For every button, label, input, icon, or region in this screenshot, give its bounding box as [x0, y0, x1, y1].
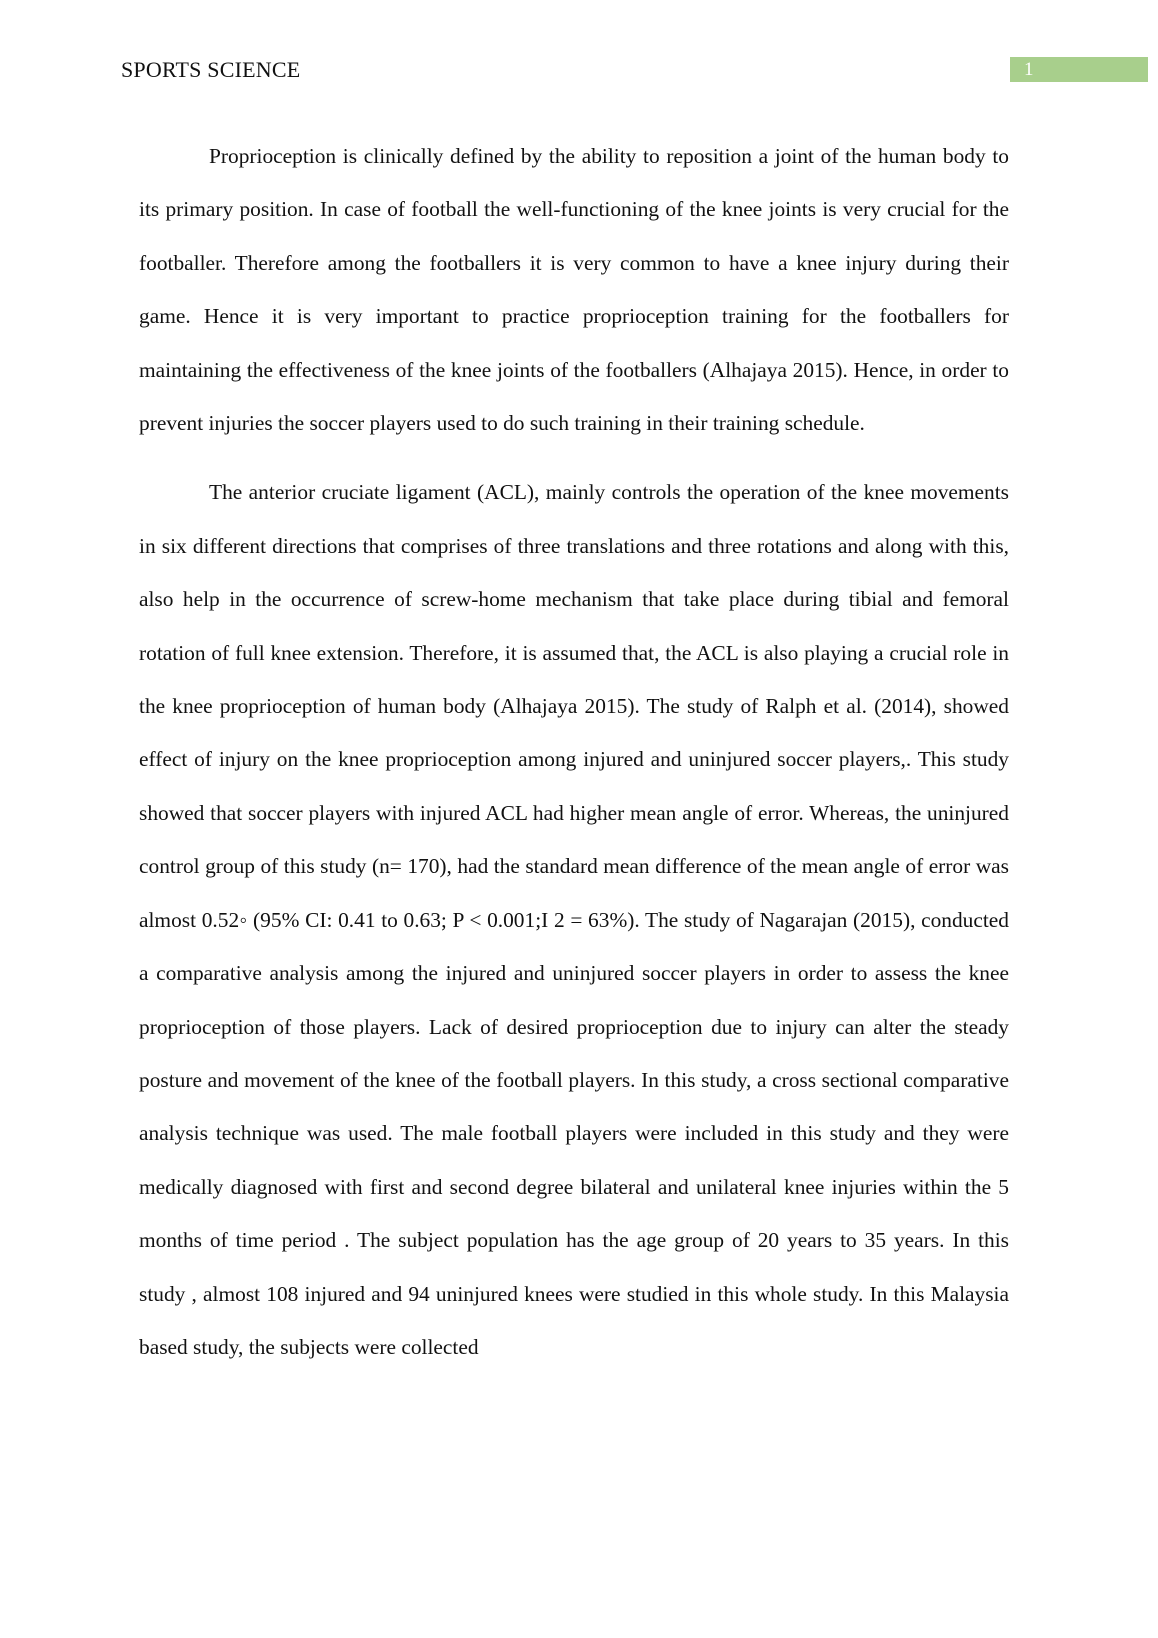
running-header-title: SPORTS SCIENCE [121, 57, 301, 82]
paragraph-proprioception-definition: Proprioception is clinically defined by the ability to reposition a joint of the human body to its primary position. In case of football the well-functioning of the knee joints is very crucial for the footballer. Therefore among the footballers it is very common to have a knee injury during their game. Hence it is very important to practice proprioception training for the footballers for maintaining the effectiveness of the knee joints of the footballers (Alhajaya 2015). Hence, in order to prevent injuries the soccer players used to do such training in their training schedule. [139, 144, 1009, 436]
paragraph-acl-role: The anterior cruciate ligament (ACL), mainly controls the operation of the knee movements in six different directions that comprises of three translations and three rotations and along with this, also help in the occurrence of screw-home mechanism that take place during tibial and femoral rotation of full knee extension. Therefore, it is assumed that, the ACL is also playing a crucial role in the knee proprioception of human body (Alhajaya 2015). The study of Ralph et al. (2014), showed effect of injury on the knee proprioception among injured and uninjured soccer players,. This study showed that soccer players with injured ACL had higher mean angle of error. Whereas, the uninjured control group of this study (n= 170), had the standard mean difference of the mean angle of error was almost 0.52◦ (95% CI: 0.41 to 0.63; P < 0.001;I 2 = 63%). The study of Nagarajan (2015), conducted a comparative analysis among the injured and uninjured soccer players in order to assess the knee proprioception of those players. Lack of desired proprioception due to injury can alter the steady posture and movement of the knee of the football players. In this study, a cross sectional comparative analysis technique was used. The male football players were included in this study and they were medically diagnosed with first and second degree bilateral and unilateral knee injuries within the 5 months of time period . The subject population has the age group of 20 years to 35 years. In this study , almost 108 injured and 94 uninjured knees were studied in this whole study. In this Malaysia based study, the subjects were collected [139, 480, 1009, 1359]
page-number: 1 [1010, 57, 1148, 82]
document-body [139, 130, 1009, 1374]
